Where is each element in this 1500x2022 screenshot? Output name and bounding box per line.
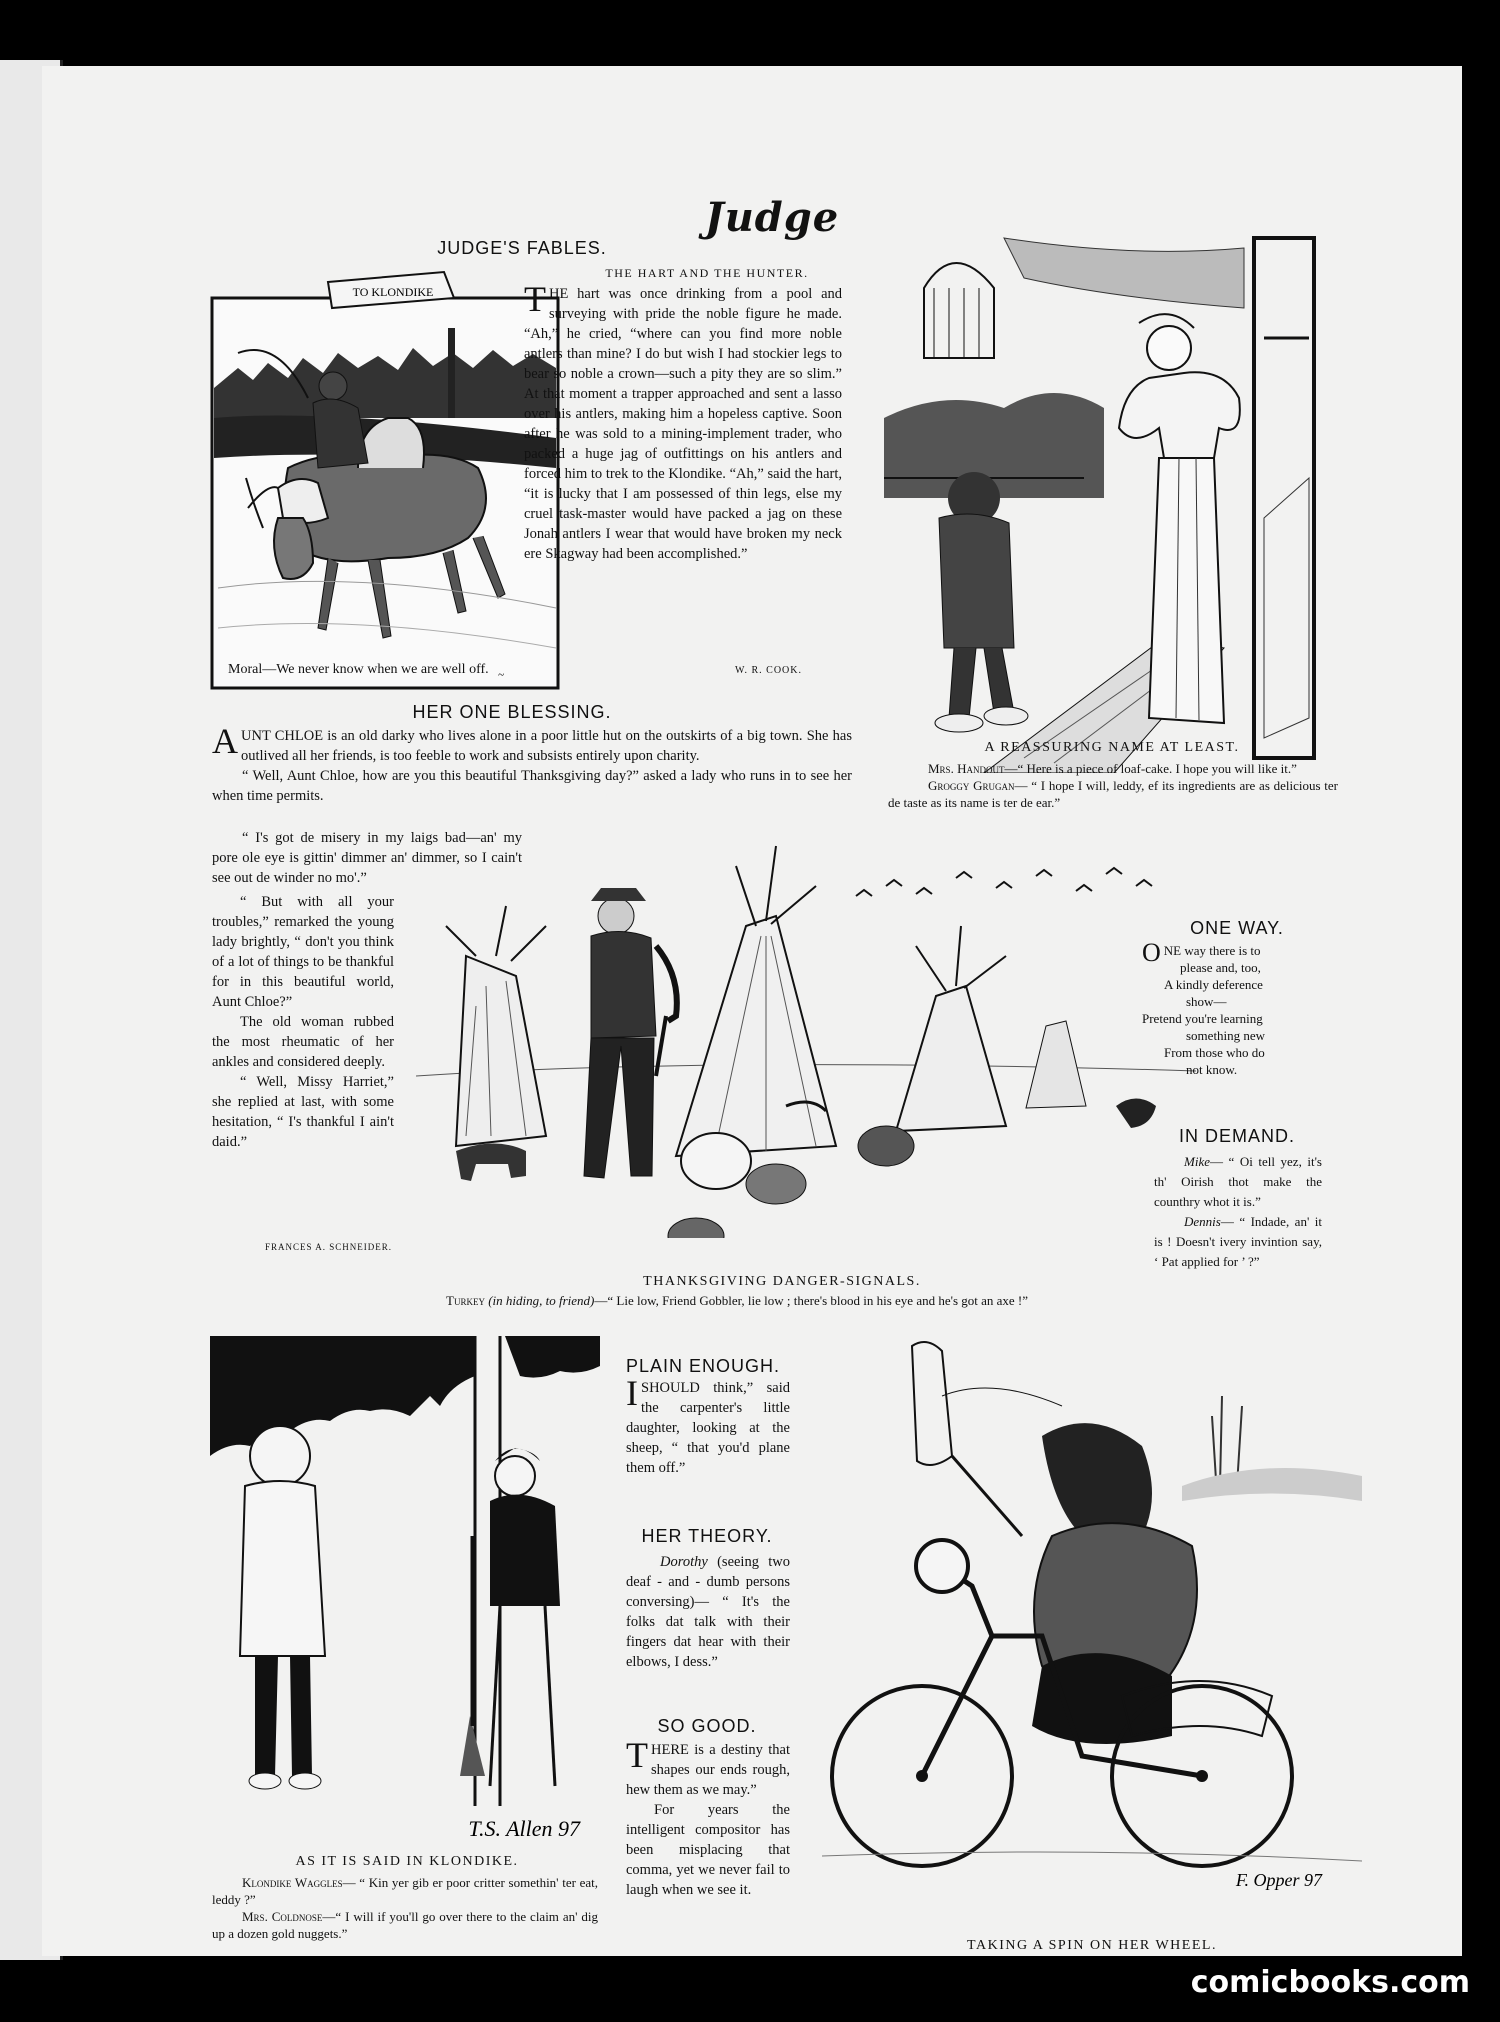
plain-enough-title: PLAIN ENOUGH. bbox=[625, 1356, 781, 1376]
handout-dialogue bbox=[888, 760, 1338, 811]
handout-speaker-1: Mrs. Handout bbox=[928, 761, 1005, 776]
klondike-line-1: — “ Kin yer gib er poor critter somethin' ter eat, leddy ?” bbox=[212, 1875, 599, 1907]
her-theory-body: (seeing two deaf - and - dumb persons conversing)— “ It's the folks dat talk with their fingers dat hear with their elbows, I dess.” bbox=[626, 1554, 791, 1670]
watermark: comicbooks.com bbox=[1190, 1965, 1470, 2000]
handout-illustration bbox=[884, 218, 1354, 773]
in-demand-line-2: — “ Indade, an' it is ! Doesn't ivery invintion say, ‘ Pat applied for ’ ?” bbox=[1154, 1214, 1322, 1269]
in-demand-line-1: — “ Oi tell yez, it's th' Oirish thot make the counthry whot it is.” bbox=[1154, 1154, 1322, 1209]
fables-subtitle: THE HART AND THE HUNTER. bbox=[605, 266, 809, 280]
fables-body: HE hart was once drinking from a pool and surveying with pride the noble figure he made. “Ah,” he cried, “where can you find more noble antlers than mine? I do but wish I had stockier legs to bear so noble a crown—such a pity they are so slim.” At that moment a trapper approached and sent a lasso over his antlers, making him a hopeless captive. Soon after he was sold to a mining-implement trader, who packed a huge jag of outfittings on his antlers and forced him to trek to the Klondike. “Ah,” said the hart, “it is lucky that I am possessed of thin legs, else my cruel task-master would have packed a jag on these Jonah antlers I wear that would have broken my neck ere Skagway had been accomplished.” bbox=[524, 286, 842, 562]
blessing-column bbox=[212, 892, 394, 1152]
handout-caption: A REASSURING NAME AT LEAST. bbox=[984, 740, 1240, 755]
in-demand-speaker-2: Dennis bbox=[1184, 1214, 1221, 1229]
one-way-drop-letter: O bbox=[1142, 938, 1161, 967]
one-way-line-2: please and, too, bbox=[1180, 960, 1261, 975]
blessing-intro bbox=[212, 721, 852, 806]
in-demand-dialogue bbox=[1154, 1152, 1322, 1272]
klondike-line-2: —“ I will if you'll go over there to the claim an' dig up a dozen gold nuggets.” bbox=[212, 1909, 598, 1941]
magazine-page bbox=[42, 66, 1462, 1956]
thanksgiving-aside: (in hiding, to friend) bbox=[488, 1293, 595, 1308]
one-way-line-8: not know. bbox=[1186, 1062, 1238, 1077]
blessing-drop-letter: A bbox=[212, 721, 238, 761]
fables-author: W. R. COOK. bbox=[734, 665, 802, 676]
so-good-title: SO GOOD. bbox=[657, 1716, 757, 1736]
fables-text bbox=[524, 279, 842, 564]
wheel-illustration bbox=[822, 1336, 1362, 1896]
blessing-author: FRANCES A. SCHNEIDER. bbox=[264, 1242, 392, 1252]
blessing-p5: The old woman rubbed the most rheumatic of her ankles and considered deeply. bbox=[212, 1014, 394, 1070]
klondike-illustration bbox=[210, 1336, 600, 1846]
so-good-p2: For years the intelligent compositor has been misplacing that comma, yet we never fail to laugh when we see it. bbox=[626, 1802, 790, 1898]
klondike-dialogue bbox=[212, 1874, 598, 1942]
her-theory-title: HER THEORY. bbox=[641, 1526, 773, 1546]
one-way-line-6: something new bbox=[1186, 1028, 1266, 1043]
one-way-line-3: A kindly deference bbox=[1164, 977, 1263, 992]
thanksgiving-illustration bbox=[416, 806, 1196, 1238]
blessing-p2: “ Well, Aunt Chloe, how are you this beautiful Thanksgiving day?” asked a lady who runs in to see her when time permits. bbox=[212, 768, 852, 804]
one-way-line-1: NE way there is to bbox=[1163, 943, 1261, 958]
masthead: Judge bbox=[704, 194, 840, 241]
klondike-speaker-1: Klondike Waggles bbox=[242, 1875, 343, 1890]
plain-enough-body: SHOULD think,” said the carpenter's little daughter, looking at the sheep, “ that you'd plane them off.” bbox=[626, 1380, 790, 1476]
thanksgiving-line: —“ Lie low, Friend Gobbler, lie low ; there's blood in his eye and he's got an axe !” bbox=[594, 1293, 1029, 1308]
so-good-text bbox=[626, 1735, 790, 1900]
in-demand-speaker-1: Mike bbox=[1184, 1154, 1210, 1169]
blessing-p4: “ But with all your troubles,” remarked the young lady brightly, “ don't you think of a lot of things to be thankful for in this beautiful world, Aunt Chloe?” bbox=[212, 894, 394, 1010]
hart-illustration bbox=[208, 268, 570, 716]
handout-speaker-2: Groggy Grugan bbox=[928, 778, 1015, 793]
handout-line-1: —“ Here is a piece of loaf-cake. I hope you will like it.” bbox=[1004, 761, 1297, 776]
klondike-caption: AS IT IS SAID IN KLONDIKE. bbox=[295, 1854, 519, 1869]
svg-text:~: ~ bbox=[498, 669, 504, 681]
blessing-p1: UNT CHLOE is an old darky who lives alone in a poor little hut on the outskirts of a big town. She has outlived all her friends, is too feeble to work and subsists entirely upon charity. bbox=[241, 728, 852, 764]
fables-drop-letter: T bbox=[524, 279, 546, 319]
so-good-p1: HERE is a destiny that shapes our ends rough, hew them as we may.” bbox=[626, 1742, 790, 1798]
one-way-title: ONE WAY. bbox=[1190, 918, 1284, 938]
plain-enough-drop-letter: I bbox=[626, 1373, 638, 1413]
one-way-line-4: show— bbox=[1186, 994, 1227, 1009]
thanksgiving-caption: THANKSGIVING DANGER-SIGNALS. bbox=[643, 1274, 921, 1289]
thanksgiving-speaker: Turkey bbox=[446, 1293, 485, 1308]
her-theory-speaker: Dorothy bbox=[660, 1554, 708, 1570]
plain-enough-text bbox=[626, 1373, 790, 1478]
handout-line-2: — “ I hope I will, leddy, ef its ingredients are as delicious ter de taste as its name is ter de ear.” bbox=[888, 778, 1338, 810]
klondike-sign-text: TO KLONDIKE bbox=[352, 285, 434, 299]
blessing-p3: “ I's got de misery in my laigs bad—an' my pore ole eye is gittin' dimmer an' dimmer, so I cain't see out de winder no mo'.” bbox=[212, 830, 522, 886]
klondike-artist-signature: T.S. Allen 97 bbox=[468, 1816, 580, 1841]
one-way-line-5: Pretend you're learning bbox=[1142, 1011, 1263, 1026]
fables-title: JUDGE'S FABLES. bbox=[437, 238, 607, 258]
blessing-title: HER ONE BLESSING. bbox=[412, 702, 612, 722]
in-demand-title: IN DEMAND. bbox=[1178, 1126, 1295, 1146]
one-way-line-7: From those who do bbox=[1164, 1045, 1265, 1060]
her-theory-text bbox=[626, 1552, 790, 1672]
thanksgiving-dialogue bbox=[416, 1292, 1176, 1309]
wheel-artist-signature: F. Opper 97 bbox=[1235, 1870, 1322, 1890]
wheel-caption: TAKING A SPIN ON HER WHEEL. bbox=[967, 1938, 1217, 1953]
blessing-p6: “ Well, Missy Harriet,” she replied at last, with some hesitation, “ I's thankful I ain't daid.” bbox=[212, 1074, 394, 1150]
klondike-speaker-2: Mrs. Coldnose bbox=[242, 1909, 323, 1924]
fables-moral: Moral—We never know when we are well off. bbox=[228, 662, 489, 677]
so-good-drop-letter: T bbox=[626, 1735, 648, 1775]
one-way-poem bbox=[1142, 938, 1372, 1078]
